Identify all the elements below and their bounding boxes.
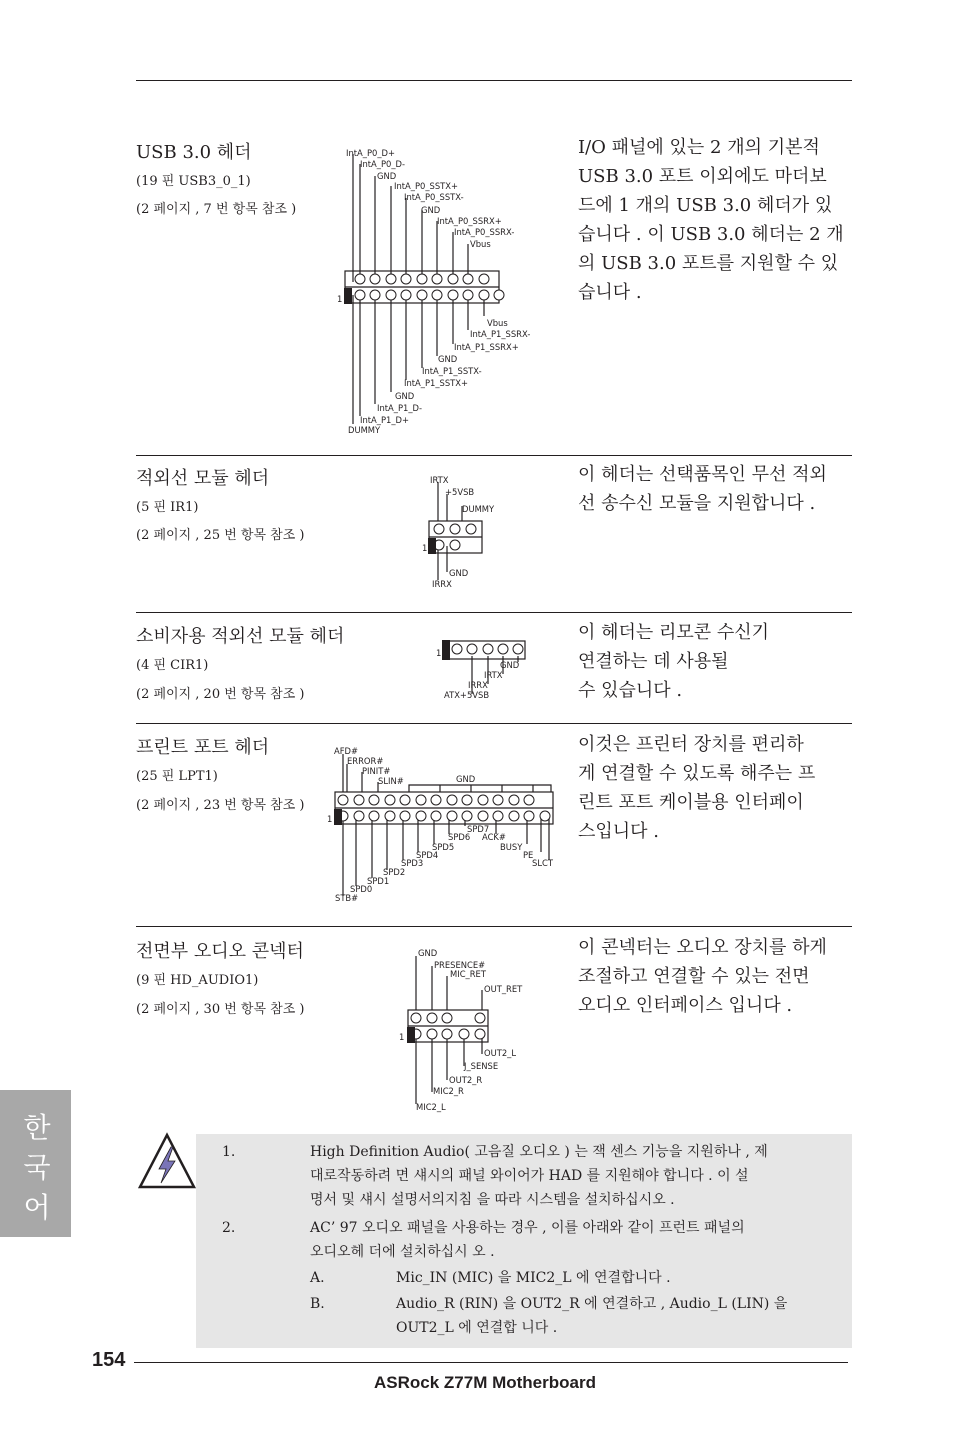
footer-rule: [134, 1362, 848, 1363]
pin-label: IntA_P1_SSRX-: [470, 329, 531, 339]
section-page-ref: (2 페이지 , 25 번 항목 참조 ): [136, 528, 305, 543]
pin-label: DUMMY: [348, 425, 381, 435]
pin-label: SPD7: [467, 824, 490, 834]
cir-pin-diagram: [432, 636, 542, 702]
language-side-tab: [0, 1090, 71, 1237]
pin-label: GND: [395, 391, 415, 401]
pin-label: ATX+5VSB: [444, 690, 490, 700]
pin-label: IRRX: [432, 579, 452, 589]
section-pin-count: (4 핀 CIR1): [136, 658, 209, 673]
section-description: [578, 460, 856, 518]
note-sub-text: [396, 1292, 852, 1340]
section-page-ref: (2 페이지 , 7 번 항목 참조 ): [136, 202, 297, 217]
section-pin-count: (5 핀 IR1): [136, 500, 199, 515]
section-title: 전면부 오디오 콘넥터: [136, 941, 304, 962]
footer-title: ASRock Z77M Motherboard: [374, 1373, 596, 1392]
pin-label: SLCT: [532, 858, 553, 868]
note-sub-text: Mic_IN (MIC) 을 MIC2_L 에 연결합니다 .: [396, 1270, 671, 1286]
pin-label: IntA_P0_D-: [360, 159, 406, 169]
section-title: USB 3.0 헤더: [136, 142, 252, 163]
usb3-pin-diagram: [330, 140, 560, 440]
pin-label: OUT2_L: [484, 1048, 517, 1058]
pin-label: OUT2_R: [449, 1075, 483, 1085]
section-page-ref: (2 페이지 , 30 번 항목 참조 ): [136, 1002, 305, 1017]
note-line: High Definition Audio( 고음질 오디오 ) 는 잭 센스 기능을 지원하나 , 제: [310, 1144, 768, 1160]
desc-line: 조절하고 연결할 수 있는 전면: [578, 966, 810, 987]
pin-label: IntA_P1_SSRX+: [454, 342, 519, 352]
pin-label: MIC_RET: [450, 969, 486, 979]
pin-label: SPD3: [401, 858, 424, 868]
section-title: 프린트 포트 헤더: [136, 737, 270, 758]
section-pin-count: (9 핀 HD_AUDIO1): [136, 973, 259, 988]
note-text: [310, 1216, 850, 1264]
desc-line: 이 헤더는 리모콘 수신기: [578, 622, 770, 643]
pin-label: IntA_P0_D+: [346, 148, 396, 158]
section-description: [578, 730, 856, 846]
section-pin-count: (19 핀 USB3_0_1): [136, 174, 251, 189]
cir-pin-svg: [432, 636, 542, 702]
desc-line: 게 연결할 수 있도록 해주는 프: [578, 763, 816, 784]
section-description: [578, 133, 856, 307]
note-line: OUT2_L 에 연결합 니다 .: [396, 1320, 558, 1336]
desc-line: 연결하는 데 사용될: [578, 651, 729, 672]
section-page-ref: (2 페이지 , 20 번 항목 참조 ): [136, 687, 305, 702]
pin-label: SPD4: [416, 850, 439, 860]
pin-label: GND: [500, 660, 520, 670]
desc-line: 이 헤더는 선택품목인 무선 적외: [578, 464, 827, 485]
desc-line: 선 송수신 모듈을 지원합니다 .: [578, 493, 816, 514]
pin-label: SPD1: [367, 876, 390, 886]
lpt-pin-diagram: [322, 740, 562, 906]
note-line: 오디오헤 더에 설치하십시 오 .: [310, 1244, 495, 1260]
note-text: [310, 1140, 850, 1212]
pin-label: SPD2: [383, 867, 406, 877]
pin-label: GND: [377, 171, 397, 181]
pin-label: SPD0: [350, 884, 373, 894]
pin-label: GND: [456, 774, 476, 784]
page-number: 154: [92, 1349, 126, 1371]
note-sub-label: B.: [310, 1296, 325, 1312]
pin-label: Vbus: [487, 318, 508, 328]
note-line: AC’ 97 오디오 패널을 사용하는 경우 , 이를 아래와 같이 프런트 패널의: [310, 1220, 745, 1236]
pin-label: IntA_P0_SSTX-: [404, 192, 464, 202]
pin-label: IntA_P0_SSTX+: [394, 181, 459, 191]
desc-line: 습니다 .: [578, 282, 642, 303]
desc-line: USB 3.0 포트 이외에도 마더보: [578, 166, 827, 187]
pin-label: MIC2_L: [416, 1102, 446, 1112]
desc-line: 수 있습니다 .: [578, 680, 683, 701]
section-title: 적외선 모듈 헤더: [136, 468, 270, 489]
pin-label: IntA_P1_D+: [360, 415, 410, 425]
pin1-label: 1: [436, 648, 442, 658]
pin1-label: 1: [399, 1032, 405, 1042]
warning-lightning-icon: [137, 1131, 197, 1191]
pin-label: IntA_P0_SSRX-: [454, 227, 515, 237]
desc-line: 이 콘넥터는 오디오 장치를 하게: [578, 937, 827, 958]
note-number: 2.: [222, 1220, 236, 1236]
pin-label: IRRX: [468, 680, 488, 690]
pin-label: J_SENSE: [464, 1061, 499, 1071]
pin1-label: 1: [422, 543, 428, 553]
side-tab-char: 국: [23, 1151, 51, 1184]
pin-label: IntA_P1_SSTX-: [422, 366, 482, 376]
desc-line: 습니다 . 이 USB 3.0 헤더는 2 개: [578, 224, 844, 245]
pin-label: MIC2_R: [433, 1086, 464, 1096]
pin-label: PINIT#: [362, 766, 391, 776]
desc-line: I/O 패널에 있는 2 개의 기본적: [578, 137, 820, 158]
desc-line: 린트 포트 케이블용 인터페이: [578, 792, 804, 813]
pin-label: SPD5: [432, 842, 455, 852]
pin-label: ERROR#: [347, 756, 384, 766]
section-description: [578, 933, 856, 1020]
usb3-pin-svg: [330, 140, 560, 440]
pin-label: ACK#: [482, 832, 506, 842]
pin1-label: 1: [327, 814, 333, 824]
pin-label: IRTX: [430, 475, 449, 485]
section-description: [578, 618, 856, 705]
pin-label: STB#: [335, 893, 359, 903]
section-divider: [136, 723, 852, 724]
pin-label: GND: [421, 205, 441, 215]
note-line: 명서 및 섀시 설명서의지침 을 따라 시스템을 설치하십시오 .: [310, 1192, 675, 1208]
top-rule: [136, 80, 852, 81]
desc-line: 스입니다 .: [578, 821, 659, 842]
ir-pin-diagram: [418, 470, 528, 592]
pin-label: SLIN#: [378, 776, 404, 786]
pin-label: IntA_P1_D-: [377, 403, 423, 413]
section-divider: [136, 612, 852, 613]
pin-label: AFD#: [334, 746, 359, 756]
pin-label: OUT_RET: [484, 984, 523, 994]
side-tab-char: 한: [23, 1111, 51, 1144]
warning-icon: [137, 1131, 197, 1191]
pin-label: PE: [523, 850, 534, 860]
desc-line: 드에 1 개의 USB 3.0 헤더가 있: [578, 195, 833, 216]
hd-audio-pin-svg: [394, 944, 544, 1116]
pin-label: +5VSB: [445, 487, 475, 497]
pin1-label: 1: [337, 294, 343, 304]
pin-label: GND: [438, 354, 458, 364]
pin-label: SPD6: [448, 832, 471, 842]
side-tab-char: 어: [23, 1191, 51, 1224]
pin-label: GND: [449, 568, 469, 578]
pin-label: IntA_P1_SSTX+: [404, 378, 469, 388]
desc-line: 의 USB 3.0 포트를 지원할 수 있: [578, 253, 839, 274]
note-sub-label: A.: [310, 1270, 325, 1286]
desc-line: 이것은 프린터 장치를 편리하: [578, 734, 804, 755]
section-divider: [136, 926, 852, 927]
section-title: 소비자용 적외선 모듈 헤더: [136, 626, 345, 647]
notes-box: [196, 1134, 852, 1348]
note-number: 1.: [222, 1144, 236, 1160]
section-page-ref: (2 페이지 , 23 번 항목 참조 ): [136, 798, 305, 813]
pin-label: GND: [418, 948, 438, 958]
pin-label: DUMMY: [462, 504, 495, 514]
section-divider: [136, 455, 852, 456]
note-line: Audio_R (RIN) 을 OUT2_R 에 연결하고 , Audio_L (LIN) 을: [396, 1296, 788, 1312]
hd-audio-pin-diagram: [394, 944, 544, 1116]
pin-label: BUSY: [500, 842, 523, 852]
pin-label: Vbus: [470, 239, 491, 249]
lpt-pin-svg: [322, 740, 562, 906]
note-line: 대로작동하려 면 섀시의 패널 와이어가 HAD 를 지원해야 합니다 . 이 설: [310, 1168, 749, 1184]
pin-label: PRESENCE#: [434, 960, 486, 970]
pin-label: IntA_P0_SSRX+: [437, 216, 502, 226]
pin-label: IRTX: [484, 670, 503, 680]
desc-line: 오디오 인터페이스 입니다 .: [578, 995, 793, 1016]
section-pin-count: (25 핀 LPT1): [136, 769, 218, 784]
ir-pin-svg: [418, 470, 528, 592]
